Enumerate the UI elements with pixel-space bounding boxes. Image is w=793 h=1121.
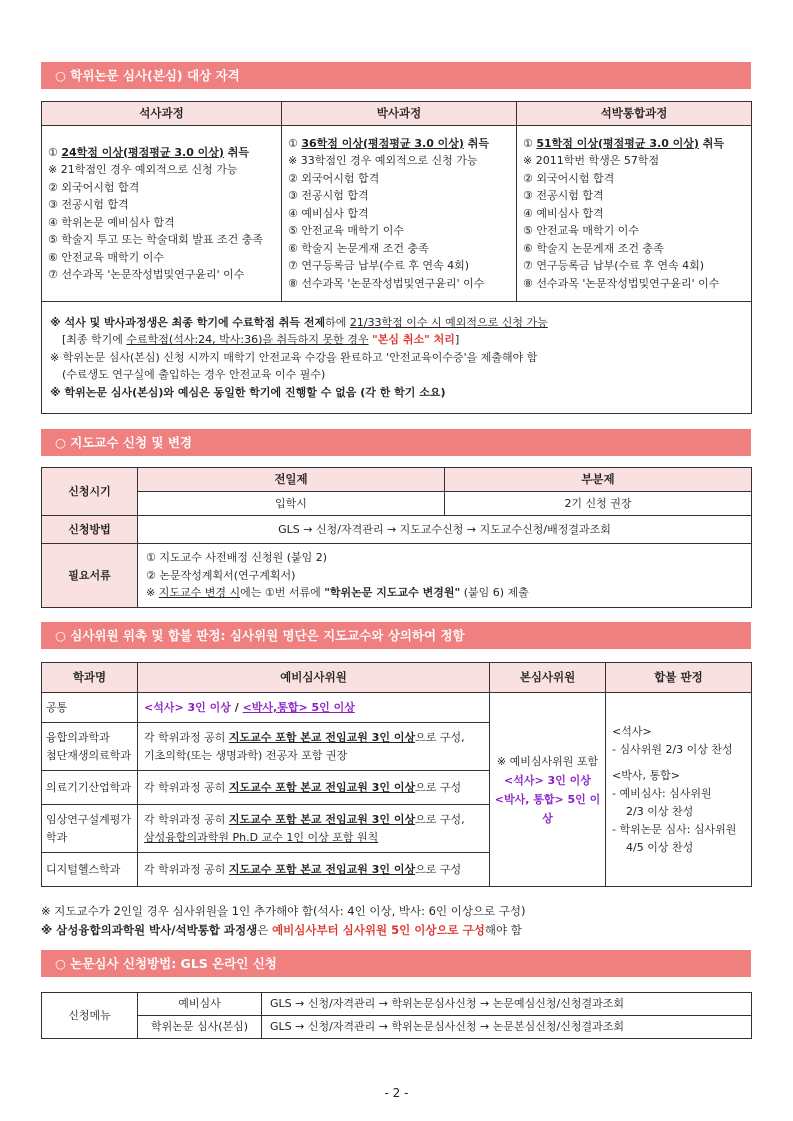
col-prelim-committee: 예비심사위원 [138,663,490,693]
fulltime-value: 입학시 [138,492,445,516]
prelim-common: <석사> 3인 이상 / <박사,통합> 5인 이상 [138,693,490,723]
col-main-committee: 본심사위원 [490,663,606,693]
prelim-convergence: 각 학위과정 공히 지도교수 포함 본교 전임교원 3인 이상으로 구성, 기초의학(또는 생명과학) 전공자 포함 권장 [138,723,490,771]
col-judgement: 합불 판정 [606,663,752,693]
dept-common: 공통 [42,693,138,723]
dept-convergence: 융합의과학과 첨단재생의료학과 [42,723,138,771]
label-apply-period: 신청시기 [42,468,138,516]
masters-requirements: ① 24학점 이상(평점평균 3.0 이상) 취득 ※ 21학점인 경우 예외적으로 신청 가능 ② 외국어시험 합격 ③ 전공시험 합격 ④ 학위논문 예비심사 합격 ⑤ 학술지 투고 또는 학술대회 발표 조건 충족 ⑥ 안전교육 매학기 이수 ⑦ 선수과목 '논문작성법및연구윤리' 이수 [42,126,282,302]
phd-requirements: ① 36학점 이상(평점평균 3.0 이상) 취득 ※ 33학점인 경우 예외적으로 신청 가능 ② 외국어시험 합격 ③ 전공시험 합격 ④ 예비심사 합격 ⑤ 안전교육 매학기 이수 ⑥ 학술지 논문게재 조건 충족 ⑦ 연구등록금 납부(수료 후 연속 4회) ⑧ 선수과목 '논문작성법및연구윤리' 이수 [282,126,517,302]
prelim-medical-device: 각 학위과정 공히 지도교수 포함 본교 전임교원 3인 이상으로 구성 [138,771,490,805]
menu-main-name: 학위논문 심사(본심) [138,1016,262,1039]
menu-main-path: GLS → 신청/자격관리 → 학위논문심사신청 → 논문본심신청/신청결과조회 [262,1016,752,1039]
dept-medical-device: 의료기기산업학과 [42,771,138,805]
integrated-requirements: ① 51학점 이상(평점평균 3.0 이상) 취득 ※ 2011학번 학생은 57학점 ② 외국어시험 합격 ③ 전공시험 합격 ④ 예비심사 합격 ⑤ 안전교육 매학기 이수 ⑥ 학술지 논문게재 조건 충족 ⑦ 연구등록금 납부(수료 후 연속 4회) ⑧ 선수과목 '논문작성법및연구윤리' 이수 [517,126,752,302]
label-required-docs: 필요서류 [42,544,138,608]
section-title-application: ○ 논문심사 신청방법: GLS 온라인 신청 [41,950,751,977]
committee-table [41,662,752,887]
prelim-digital-health: 각 학위과정 공히 지도교수 포함 본교 전임교원 3인 이상으로 구성 [138,853,490,887]
eligibility-table [41,101,752,414]
apply-method-value: GLS → 신청/자격관리 → 지도교수신청 → 지도교수신청/배정결과조회 [138,516,752,544]
dept-clinical-research: 임상연구설계평가 학과 [42,805,138,853]
label-apply-menu: 신청메뉴 [42,993,138,1039]
label-apply-method: 신청방법 [42,516,138,544]
eligibility-notes: ※ 석사 및 박사과정생은 최종 학기에 수료학점 취득 전제하에 21/33학점 이수 시 예외적으로 신청 가능 [최종 학기에 수료학점(석사:24, 박사:36)을 취득하지 못한 경우 "본심 취소" 처리] ※ 학위논문 심사(본심) 신청 시까지 매학기 안전교육 수강을 완료하고 '안전교육이수증'을 제출해야 함 (수료생도 연구실에 출입하는 경우 안전교육 이수 필수) ※ 학위논문 심사(본심)와 예심은 동일한 학기에 진행할 수 없음 (각 한 학기 소요) [42,302,752,414]
application-table [41,992,752,1039]
col-dept: 학과명 [42,663,138,693]
parttime-value: 2기 신청 권장 [445,492,752,516]
committee-note-2: ※ 삼성융합의과학원 박사/석박통합 과정생은 예비심사부터 심사위원 5인 이상으로 구성해야 함 [41,923,522,937]
judgement-value: <석사> - 심사위원 2/3 이상 찬성 <박사, 통합> - 예비심사: 심사위원 2/3 이상 찬성 - 학위논문 심사: 심사위원 4/5 이상 찬성 [606,693,752,887]
committee-note-1: ※ 지도교수가 2인일 경우 심사위원을 1인 추가해야 함(석사: 4인 이상, 박사: 6인 이상으로 구성) [41,904,526,918]
main-committee-value: ※ 예비심사위원 포함 <석사> 3인 이상 <박사, 통합> 5인 이상 [490,693,606,887]
col-phd: 박사과정 [282,102,517,126]
section-title-eligibility: ○ 학위논문 심사(본심) 대상 자격 [41,62,751,89]
col-fulltime: 전일제 [138,468,445,492]
col-masters: 석사과정 [42,102,282,126]
section-title-advisor: ○ 지도교수 신청 및 변경 [41,429,751,456]
prelim-clinical-research: 각 학위과정 공히 지도교수 포함 본교 전임교원 3인 이상으로 구성, 삼성융합의과학원 Ph.D 교수 1인 이상 포함 원칙 [138,805,490,853]
col-parttime: 부분제 [445,468,752,492]
menu-prelim-path: GLS → 신청/자격관리 → 학위논문심사신청 → 논문예심신청/신청결과조회 [262,993,752,1016]
required-docs: ① 지도교수 사전배정 신청원 (붙임 2) ② 논문작성계획서(연구계획서) ※ 지도교수 변경 시에는 ①번 서류에 "학위논문 지도교수 변경원" (붙임 6) 제출 [138,544,752,608]
page-number: - 2 - [384,1086,409,1100]
advisor-table [41,467,752,608]
dept-digital-health: 디지털헬스학과 [42,853,138,887]
col-integrated: 석박통합과정 [517,102,752,126]
menu-prelim-name: 예비심사 [138,993,262,1016]
section-title-committee: ○ 심사위원 위촉 및 합불 판정: 심사위원 명단은 지도교수와 상의하여 정함 [41,622,751,649]
